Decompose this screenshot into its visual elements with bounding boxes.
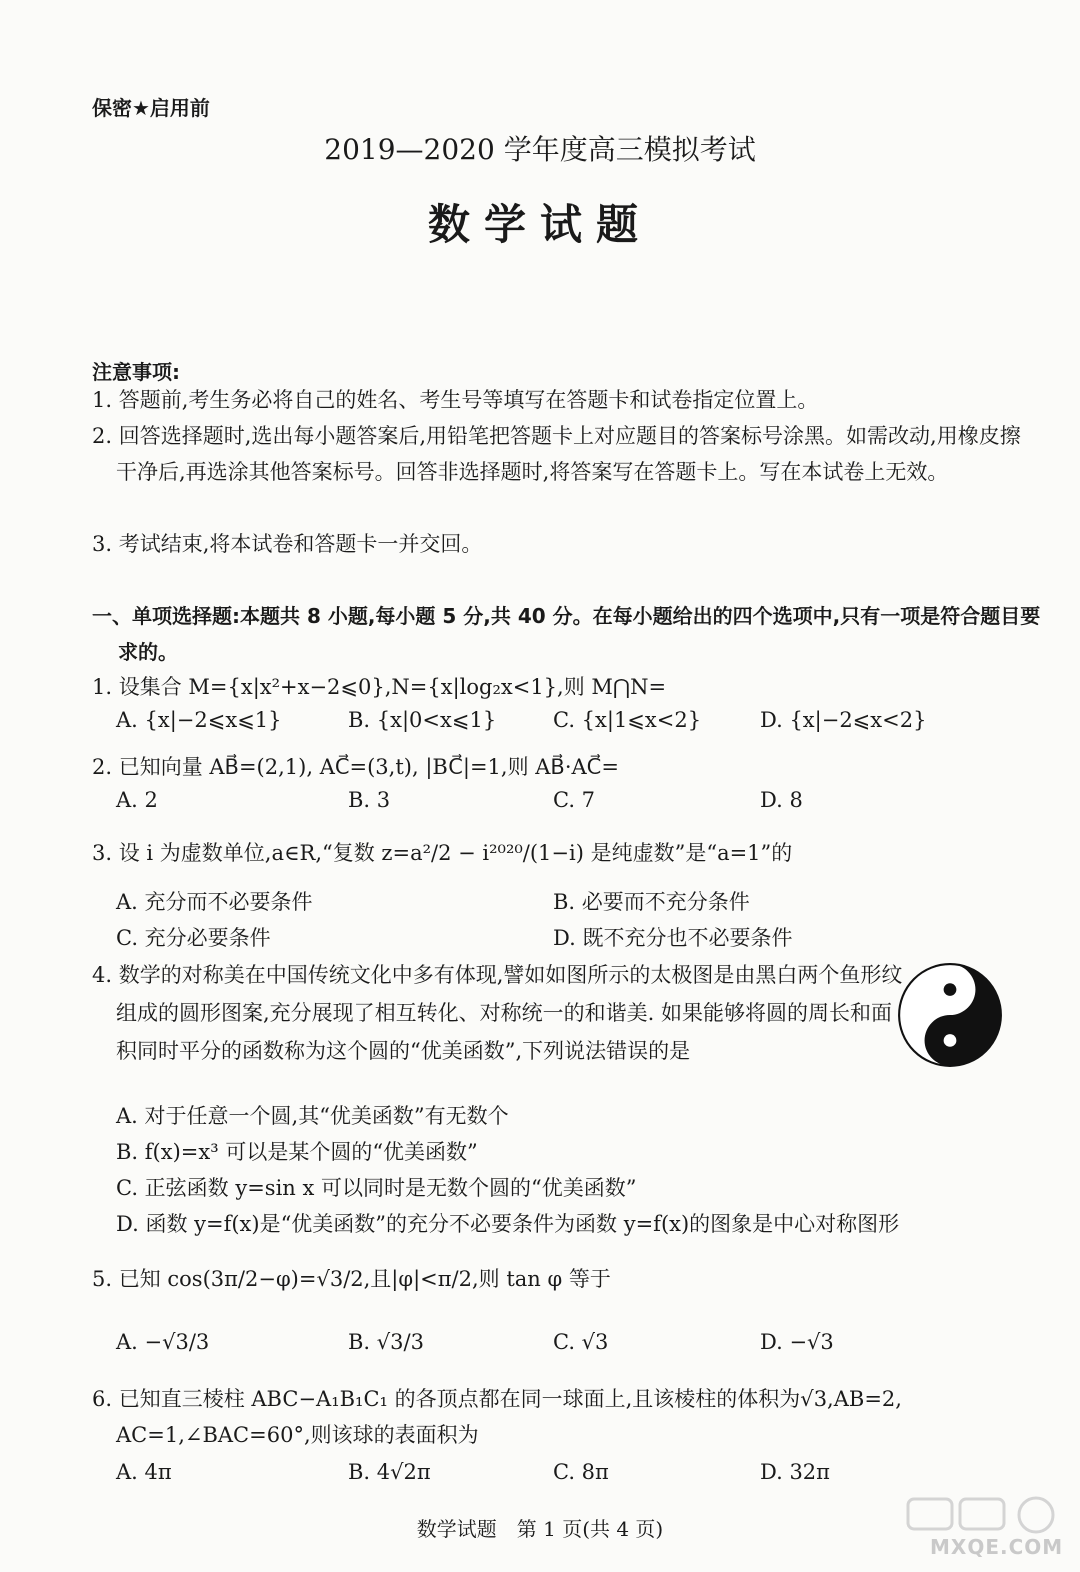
watermark-text: MXQE.COM xyxy=(930,1535,1064,1559)
page-footer: 数学试题 第 1 页(共 4 页) xyxy=(416,1517,664,1541)
q4-option-b: B. f(x)=x³ 可以是某个圆的“优美函数” xyxy=(116,1140,478,1164)
question-6-stem-line-1: 6. 已知直三棱柱 ABC−A₁B₁C₁ 的各顶点都在同一球面上,且该棱柱的体积为√3,AB=2, xyxy=(92,1387,902,1411)
note-item-2: 2. 回答选择题时,选出每小题答案后,用铅笔把答题卡上对应题目的答案标号涂黑。如需改动,用橡皮擦干净后,再选涂其他答案标号。回答非选择题时,将答案写在答题卡上。写在本试卷上无效。 xyxy=(92,424,1021,484)
question-3-stem: 3. 设 i 为虚数单位,a∈R,“复数 z=a²/2 − i²⁰²⁰/(1−i) 是纯虚数”是“a=1”的 xyxy=(92,841,793,865)
q3-option-c: C. 充分必要条件 xyxy=(116,926,271,950)
q4-option-c: C. 正弦函数 y=sin x 可以同时是无数个圆的“优美函数” xyxy=(116,1176,637,1200)
page-title: 数学试题 xyxy=(427,200,652,249)
q5-option-b: B. √3/3 xyxy=(348,1330,424,1354)
q1-option-c: C. {x|1⩽x<2} xyxy=(553,708,702,732)
q5-option-c: C. √3 xyxy=(553,1330,609,1354)
note-item-3: 3. 考试结束,将本试卷和答题卡一并交回。 xyxy=(92,532,483,556)
question-6-stem-line-2: AC=1,∠BAC=60°,则该球的表面积为 xyxy=(116,1423,479,1447)
question-1-stem: 1. 设集合 M={x|x²+x−2⩽0},N={x|log₂x<1},则 M⋂N= xyxy=(92,675,667,699)
taiji-diagram xyxy=(897,962,1003,1068)
q3-option-b: B. 必要而不充分条件 xyxy=(553,890,750,914)
question-2-stem: 2. 已知向量 AB⃗=(2,1), AC⃗=(3,t), |BC⃗|=1,则 AB⃗·AC⃗= xyxy=(92,755,619,779)
q1-option-a: A. {x|−2⩽x⩽1} xyxy=(116,708,282,732)
q3-option-a: A. 充分而不必要条件 xyxy=(116,890,313,914)
q2-option-d: D. 8 xyxy=(760,788,803,812)
section-heading: 一、单项选择题:本题共 8 小题,每小题 5 分,共 40 分。在每小题给出的四个选项中,只有一项是符合题目要求的。 xyxy=(92,604,1041,664)
q5-option-a: A. −√3/3 xyxy=(116,1330,210,1354)
q6-option-b: B. 4√2π xyxy=(348,1460,431,1484)
q6-option-c: C. 8π xyxy=(553,1460,609,1484)
exam-subtitle: 2019—2020 学年度高三模拟考试 xyxy=(324,133,756,166)
q2-option-a: A. 2 xyxy=(116,788,158,812)
q1-option-d: D. {x|−2⩽x<2} xyxy=(760,708,927,732)
confidential-label: 保密★启用前 xyxy=(92,96,210,120)
q5-option-d: D. −√3 xyxy=(760,1330,834,1354)
q3-option-d: D. 既不充分也不必要条件 xyxy=(553,926,793,950)
question-5-stem: 5. 已知 cos(3π/2−φ)=√3/2,且|φ|<π/2,则 tan φ 等于 xyxy=(92,1267,611,1291)
q2-option-b: B. 3 xyxy=(348,788,391,812)
question-4-stem: 4. 数学的对称美在中国传统文化中多有体现,譬如如图所示的太极图是由黑白两个鱼形纹组成的圆形图案,充分展现了相互转化、对称统一的和谐美. 如果能够将圆的周长和面积同时平分的函数称为这个圆的“优美函数”,下列说法错误的是 xyxy=(92,963,903,1063)
q6-option-d: D. 32π xyxy=(760,1460,830,1484)
q6-option-a: A. 4π xyxy=(116,1460,172,1484)
q4-option-a: A. 对于任意一个圆,其“优美函数”有无数个 xyxy=(116,1104,509,1128)
q4-option-d: D. 函数 y=f(x)是“优美函数”的充分不必要条件为函数 y=f(x)的图象是中心对称图形 xyxy=(116,1212,900,1236)
notes-heading: 注意事项: xyxy=(92,360,180,384)
q1-option-b: B. {x|0<x⩽1} xyxy=(348,708,497,732)
note-item-1: 1. 答题前,考生务必将自己的姓名、考生号等填写在答题卡和试卷指定位置上。 xyxy=(92,388,819,412)
q2-option-c: C. 7 xyxy=(553,788,596,812)
